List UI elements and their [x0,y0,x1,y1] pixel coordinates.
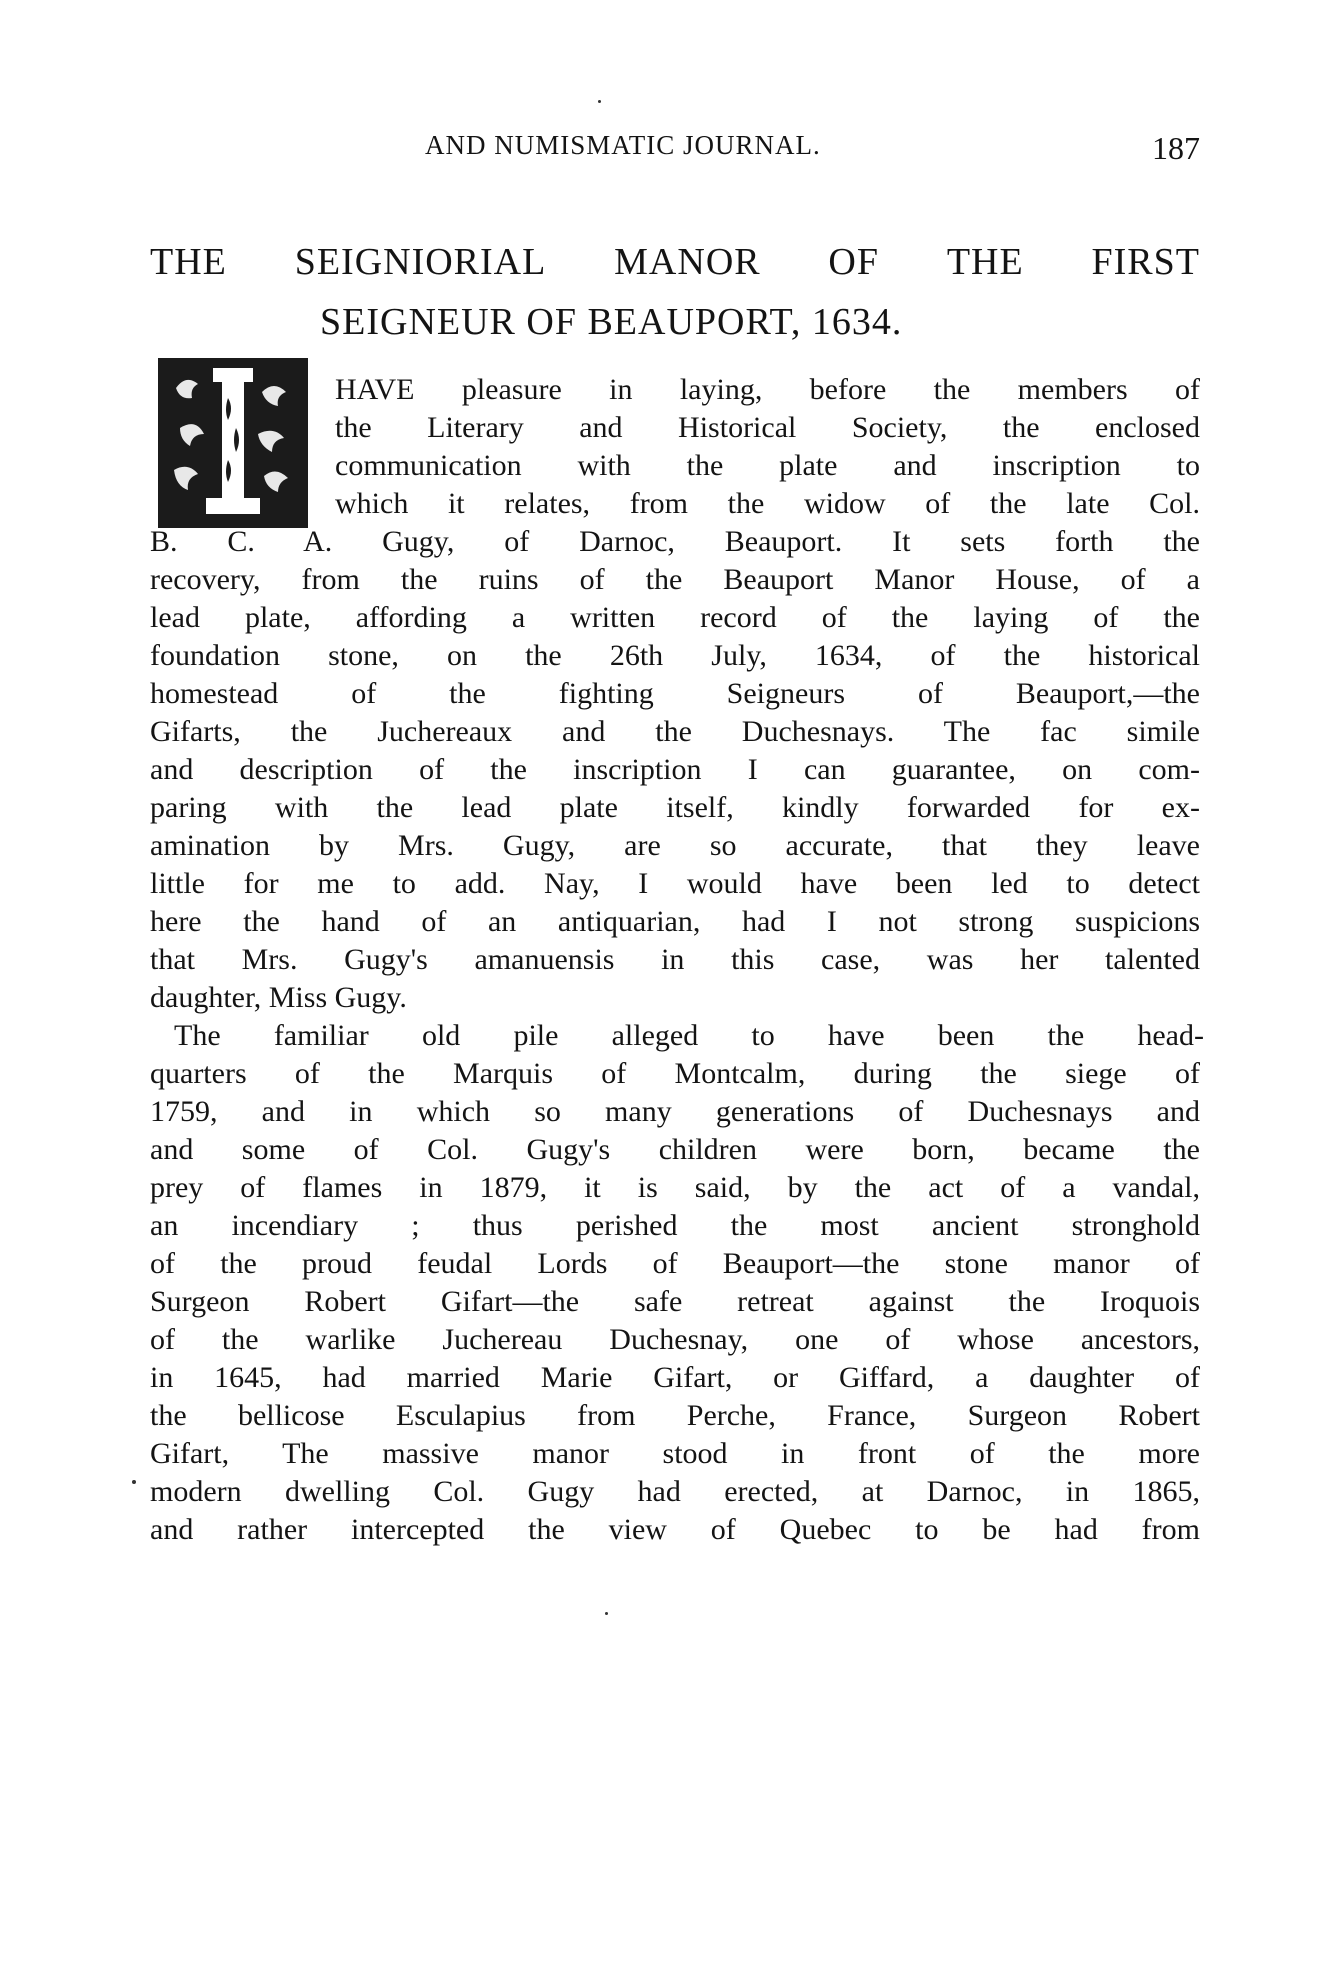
text-line: HAVE pleasure in laying, before the members of [335,373,1200,406]
text-line: and rather intercepted the view of Quebec to be had from [150,1513,1200,1546]
text-line: which it relates, from the widow of the late Col. [335,487,1200,520]
text-line: The familiar old pile alleged to have been the head- [174,1019,1204,1052]
text-line: B. C. A. Gugy, of Darnoc, Beauport. It sets forth the [150,525,1200,558]
text-line: an incendiary ; thus perished the most ancient stronghold [150,1209,1200,1242]
title-word: FIRST [1091,241,1200,283]
title-word: MANOR [614,241,761,283]
text-line: prey of flames in 1879, it is said, by the act of a vandal, [150,1171,1200,1204]
text-line: quarters of the Marquis of Montcalm, during the siege of [150,1057,1200,1090]
text-line: and some of Col. Gugy's children were born, became the [150,1133,1200,1166]
text-line: amination by Mrs. Gugy, are so accurate, that they leave [150,829,1200,862]
text-line: that Mrs. Gugy's amanuensis in this case, was her talented [150,943,1200,976]
foliage-ornament-icon [158,358,308,528]
text-line: foundation stone, on the 26th July, 1634, of the historical [150,639,1200,672]
text-line: of the warlike Juchereau Duchesnay, one of whose ancestors, [150,1323,1200,1356]
text-line: in 1645, had married Marie Gifart, or Giffard, a daughter of [150,1361,1200,1394]
text-line: homestead of the fighting Seigneurs of Beauport,—the [150,677,1200,710]
text-line: Gifarts, the Juchereaux and the Duchesnays. The fac simile [150,715,1200,748]
text-line: 1759, and in which so many generations of Duchesnays and [150,1095,1200,1128]
running-head [150,130,1200,170]
title-word: THE [150,241,227,283]
page-number: 187 [1152,130,1200,166]
decorated-initial [158,358,308,528]
title-word: SEIGNIORIAL [294,241,547,283]
article-title-line-2: SEIGNEUR OF BEAUPORT, 1634. [320,301,903,343]
print-speck [605,1612,608,1615]
title-word: OF [828,241,879,283]
text-line: Gifart, The massive manor stood in front of the more [150,1437,1200,1470]
text-line: here the hand of an antiquarian, had I not strong suspicions [150,905,1200,938]
text-line: the Literary and Historical Society, the enclosed [335,411,1200,444]
text-line: of the proud feudal Lords of Beauport—the stone manor of [150,1247,1200,1280]
text-line: recovery, from the ruins of the Beauport Manor House, of a [150,563,1200,596]
text-line: and description of the inscription I can guarantee, on com- [150,753,1200,786]
text-line: communication with the plate and inscription to [335,449,1200,482]
text-line: Surgeon Robert Gifart—the safe retreat against the Iroquois [150,1285,1200,1318]
print-speck [132,1480,136,1484]
running-title: AND NUMISMATIC JOURNAL. [425,130,821,160]
text-line: daughter, Miss Gugy. [150,981,407,1014]
text-line: paring with the lead plate itself, kindly forwarded for ex- [150,791,1200,824]
text-line: the bellicose Esculapius from Perche, France, Surgeon Robert [150,1399,1200,1432]
title-word: THE [946,241,1024,283]
article-title-line-1 [150,240,1200,284]
text-line: little for me to add. Nay, I would have been led to detect [150,867,1200,900]
print-speck [598,100,601,103]
text-line: modern dwelling Col. Gugy had erected, at Darnoc, in 1865, [150,1475,1200,1508]
text-line: lead plate, affording a written record of the laying of the [150,601,1200,634]
